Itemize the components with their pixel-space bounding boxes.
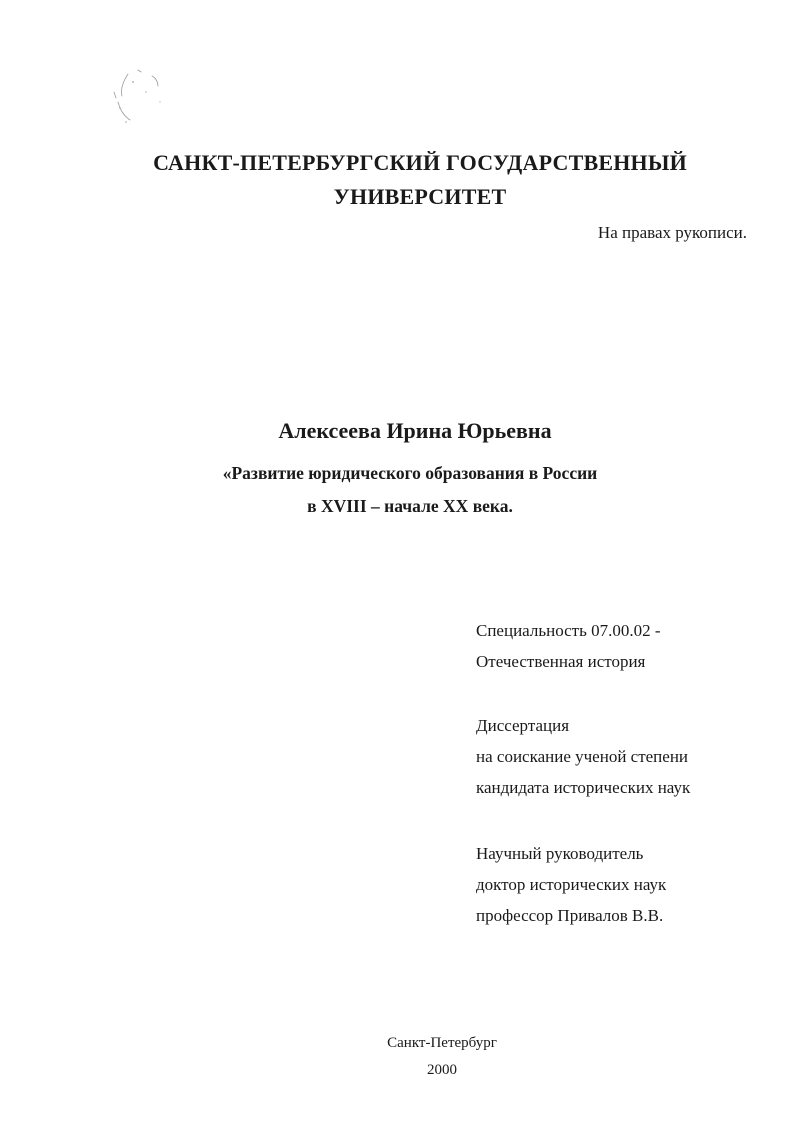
specialty-block	[476, 615, 661, 677]
author-name: Алексеева Ирина Юрьевна	[278, 418, 552, 443]
manuscript-note: На правах рукописи.	[597, 223, 747, 242]
university-line-2: УНИВЕРСИТЕТ	[333, 184, 507, 209]
dissertation-title	[0, 457, 793, 523]
city: Санкт-Петербург	[387, 1035, 497, 1051]
dissertation-label: Диссертация	[476, 716, 570, 735]
degree-name: кандидата исторических наук	[476, 778, 691, 797]
specialty-code: Специальность 07.00.02 -	[476, 621, 661, 640]
scan-artifact	[108, 62, 178, 132]
publication-footer	[0, 1030, 793, 1084]
dissertation-block	[476, 710, 690, 803]
supervisor-degree: доктор исторических наук	[476, 875, 667, 894]
degree-purpose: на соискание ученой степени	[476, 747, 689, 766]
title-line-1: «Развитие юридического образования в России	[222, 463, 598, 483]
specialty-name: Отечественная история	[476, 652, 646, 671]
supervisor-name: профессор Привалов В.В.	[476, 906, 664, 925]
supervisor-block	[476, 838, 666, 931]
university-name	[0, 146, 793, 214]
supervisor-label: Научный руководитель	[476, 844, 644, 863]
title-line-2: в XVIII – начале XX века.	[307, 496, 513, 516]
university-line-1: САНКТ-ПЕТЕРБУРГСКИЙ ГОСУДАРСТВЕННЫЙ	[153, 150, 687, 175]
year: 2000	[427, 1062, 457, 1078]
